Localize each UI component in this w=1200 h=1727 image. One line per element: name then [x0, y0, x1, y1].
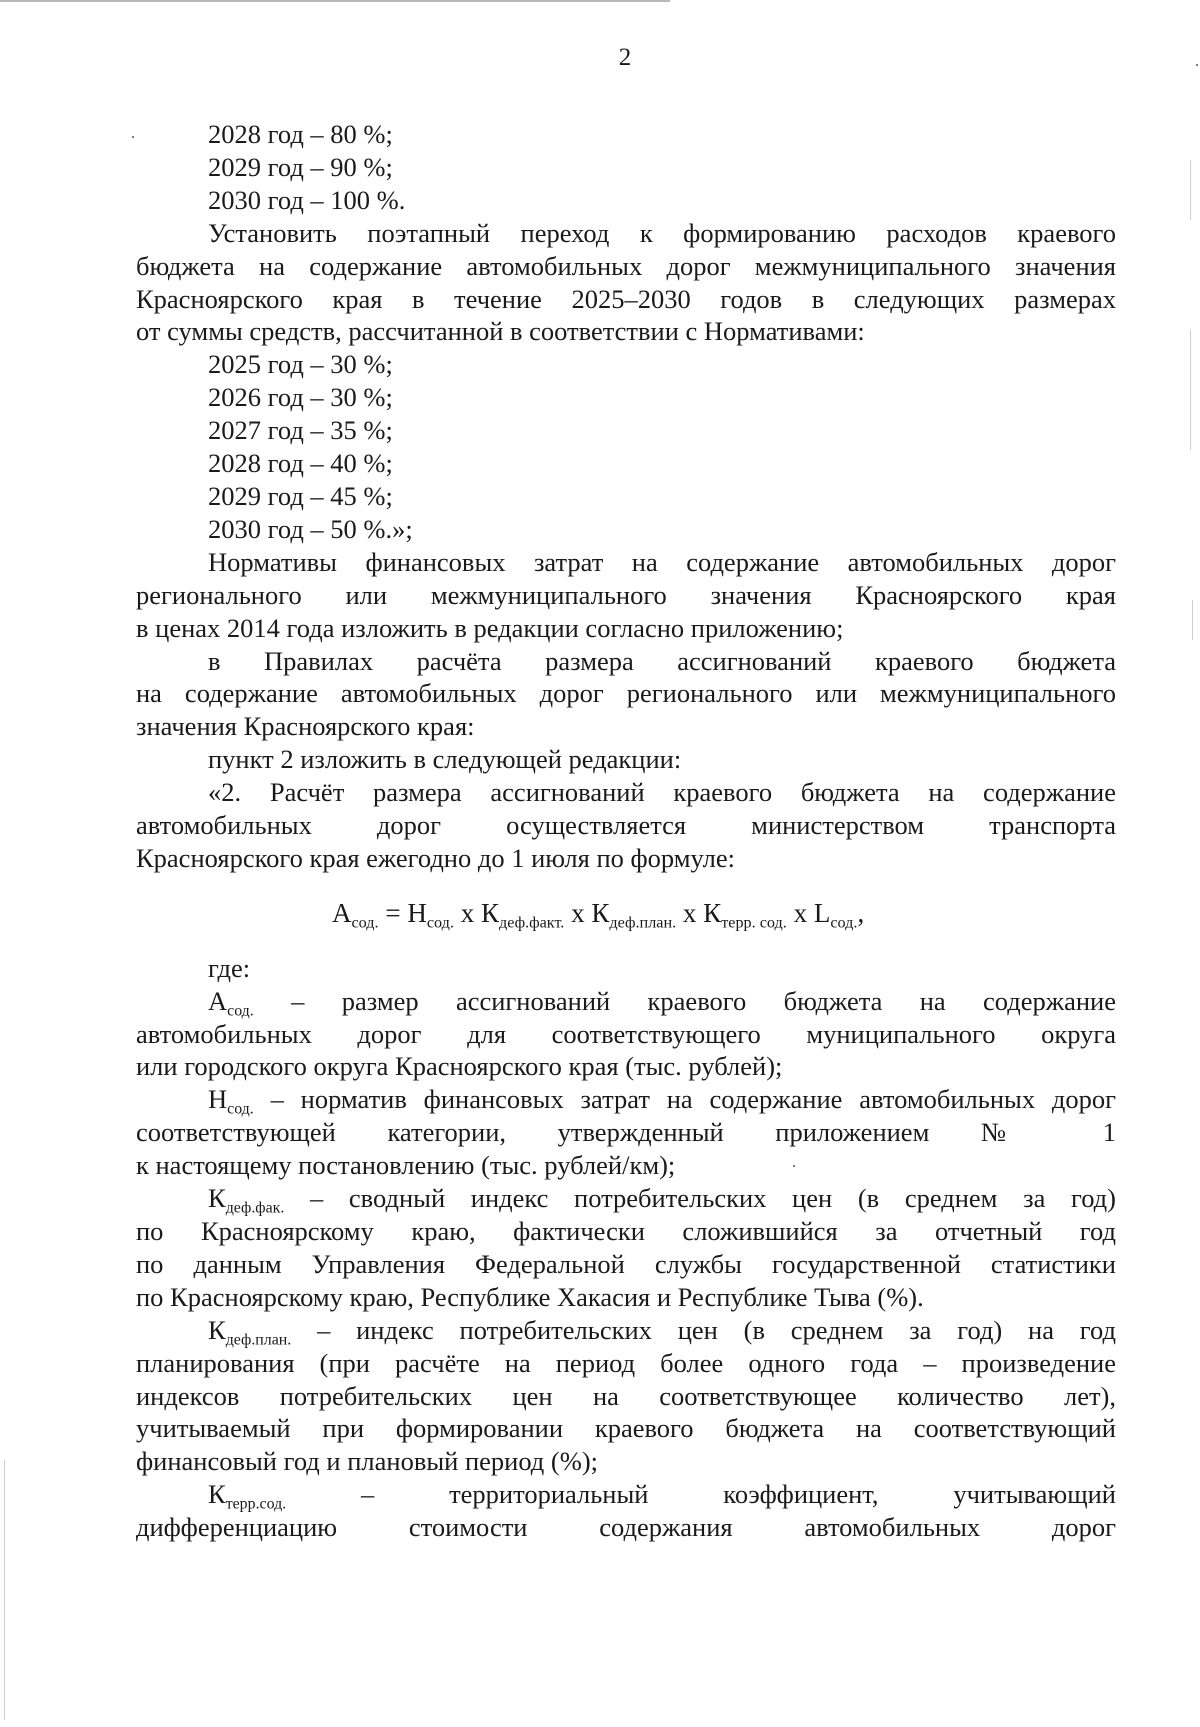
- text-line: значения Красноярского края:: [136, 711, 475, 742]
- scan-dot: [793, 1165, 795, 1167]
- text-line: в Правилах расчёта размера ассигнований краевого бюджета: [208, 645, 1116, 676]
- formula-term: L: [813, 897, 831, 928]
- year-line: 2030 год – 50 %.»;: [208, 513, 413, 544]
- formula-subscript: сод.: [351, 913, 379, 932]
- text-line: дифференциацию стоимости содержания автомобильных дорог: [136, 1512, 1116, 1543]
- definition-symbol: А: [208, 985, 228, 1016]
- definition-symbol: Н: [208, 1084, 228, 1115]
- text-line: учитываемый при формировании краевого бюджета на соответствующий: [136, 1413, 1116, 1444]
- definition-text: – индекс потребительских цен (в среднем за год) на год: [291, 1314, 1116, 1345]
- where-label: где:: [208, 952, 251, 983]
- definition-subscript: деф.план.: [225, 1331, 292, 1349]
- text-line: автомобильных дорог осуществляется министерством транспорта: [136, 810, 1116, 841]
- year-line: 2028 год – 80 %;: [208, 119, 393, 149]
- formula-subscript: деф.факт.: [498, 913, 565, 932]
- text-line: к настоящему постановлению (тыс. рублей/км);: [136, 1150, 676, 1181]
- formula-subscript: сод.: [830, 913, 858, 932]
- document-body: [136, 118, 1116, 1544]
- definition-k-def-fact: [136, 1182, 1116, 1314]
- year-line: 2027 год – 35 %;: [208, 415, 393, 446]
- paragraph-transition: [136, 217, 1116, 349]
- text-line: «2. Расчёт размера ассигнований краевого бюджета на содержание: [208, 777, 1116, 808]
- text-line: соответствующей категории, утвержденный приложением № 1: [136, 1117, 1116, 1148]
- text-line: Нормативы финансовых затрат на содержание автомобильных дорог: [208, 546, 1116, 577]
- text-line: [136, 1083, 1116, 1116]
- text-line: автомобильных дорог для соответствующего муниципального округа: [136, 1018, 1116, 1049]
- formula-subscript: сод.: [426, 913, 454, 932]
- text-line: по Красноярскому краю, фактически сложившийся за отчетный год: [136, 1216, 1116, 1246]
- text-line: [136, 1478, 1116, 1511]
- definition-subscript: деф.фак.: [225, 1199, 285, 1217]
- text-line: на содержание автомобильных дорог регионального или межмуниципального: [136, 678, 1116, 709]
- year-line: 2029 год – 90 %;: [208, 151, 393, 182]
- paragraph-norms: [136, 546, 1116, 645]
- scan-mark: [1190, 160, 1191, 220]
- year-line: 2028 год – 40 %;: [208, 448, 393, 479]
- year-line: 2026 год – 30 %;: [208, 382, 393, 413]
- scan-dot: [132, 136, 134, 138]
- year-line: 2025 год – 30 %;: [208, 349, 393, 380]
- formula-term: К: [480, 897, 499, 928]
- scan-mark: [1190, 330, 1191, 450]
- text-line: [136, 985, 1116, 1018]
- paragraph-point2: пункт 2 изложить в следующей редакции:: [208, 744, 682, 775]
- scan-dot: [1196, 64, 1198, 66]
- definition-text: – сводный индекс потребительских цен (в среднем за год): [284, 1183, 1116, 1214]
- formula-subscript: терр. сод.: [721, 913, 787, 932]
- formula-term: К: [591, 897, 610, 928]
- definition-subscript: сод.: [227, 1100, 254, 1118]
- formula-term: А: [332, 897, 352, 928]
- year-line: 2029 год – 45 %;: [208, 480, 393, 511]
- text-line: регионального или межмуниципального значения Красноярского края: [136, 579, 1116, 610]
- definition-subscript: терр.сод.: [225, 1495, 287, 1513]
- scan-mark: [1192, 600, 1193, 640]
- formula: [136, 897, 1116, 930]
- text-line: [136, 1314, 1116, 1347]
- text-line: или городского округа Красноярского края (тыс. рублей);: [136, 1051, 783, 1082]
- text-line: бюджета на содержание автомобильных дорог межмуниципального значения: [136, 250, 1116, 281]
- formula-operator: ,: [857, 897, 865, 928]
- text-line: по Красноярскому краю, Республике Хакасия и Республике Тыва (%).: [136, 1281, 924, 1312]
- page-number: 2: [618, 44, 632, 71]
- definition-symbol: К: [208, 1479, 226, 1510]
- formula-subscript: деф.план.: [609, 913, 677, 932]
- definition-h-sod: [136, 1083, 1116, 1182]
- formula-term: К: [703, 897, 722, 928]
- formula-operator: х: [453, 897, 481, 928]
- formula-operator: =: [378, 897, 408, 928]
- text-line: в ценах 2014 года изложить в редакции согласно приложению;: [136, 612, 844, 643]
- text-line: Установить поэтапный переход к формированию расходов краевого: [208, 217, 1116, 248]
- top-rule: [0, 0, 670, 2]
- text-line: Красноярского края ежегодно до 1 июля по формуле:: [136, 842, 735, 873]
- year-line: 2030 год – 100 %.: [208, 184, 406, 215]
- definition-subscript: сод.: [227, 1002, 254, 1020]
- definition-a-sod: [136, 985, 1116, 1084]
- definition-text: – норматив финансовых затрат на содержание автомобильных дорог: [253, 1084, 1116, 1115]
- definition-symbol: К: [208, 1314, 226, 1345]
- scan-mark: [4, 1460, 5, 1720]
- formula-term: Н: [407, 897, 427, 928]
- text-line: планирования (при расчёте на период более одного года – произведение: [136, 1347, 1116, 1378]
- formula-operator: х: [786, 897, 814, 928]
- text-line: индексов потребительских цен на соответствующее количество лет),: [136, 1380, 1116, 1411]
- definition-symbol: К: [208, 1183, 226, 1214]
- text-line: от суммы средств, рассчитанной в соответствии с Нормативами:: [136, 316, 865, 347]
- text-line: по данным Управления Федеральной службы государственной статистики: [136, 1248, 1116, 1279]
- formula-operator: х: [676, 897, 704, 928]
- definition-text: – размер ассигнований краевого бюджета на содержание: [253, 985, 1116, 1016]
- text-line: Красноярского края в течение 2025–2030 годов в следующих размерах: [136, 283, 1116, 314]
- definition-text: – территориальный коэффициент, учитывающий: [286, 1479, 1116, 1510]
- definition-k-def-plan: [136, 1314, 1116, 1479]
- text-line: финансовый год и плановый период (%);: [136, 1446, 599, 1477]
- paragraph-calc: [136, 776, 1116, 875]
- formula-operator: х: [564, 897, 592, 928]
- paragraph-rules: [136, 645, 1116, 744]
- definition-k-terr-sod: [136, 1478, 1116, 1544]
- text-line: [136, 1182, 1116, 1215]
